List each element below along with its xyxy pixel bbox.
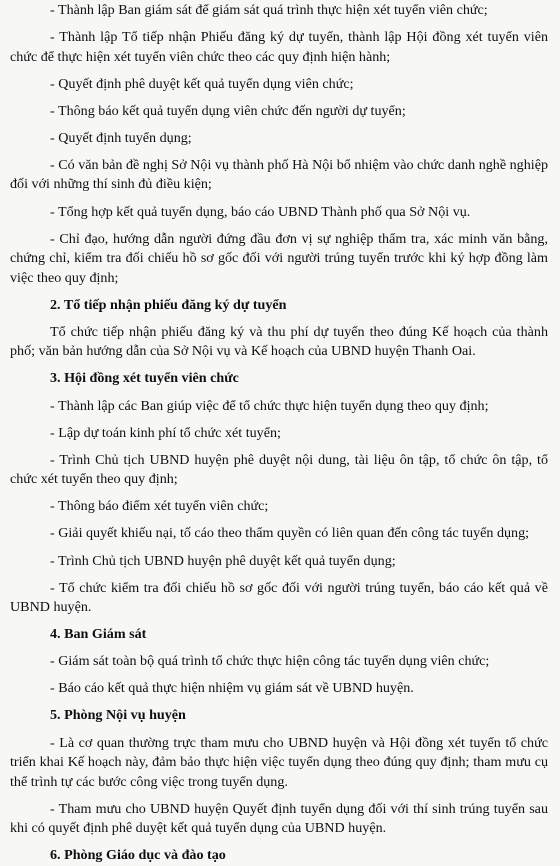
list-item: - Quyết định phê duyệt kết quả tuyển dụng viên chức; <box>50 75 354 92</box>
list-item: - Trình Chủ tịch UBND huyện phê duyệt kết quả tuyển dụng; <box>50 552 396 569</box>
list-item: - Là cơ quan thường trực tham mưu cho UBND huyện và Hội đồng xét tuyển tổ chức triển khai Kế hoạch này, đảm bảo thực hiện việc tuyển dụng theo đúng quy định; tham mưu cụ thể trình tự các bước công việc trong tuyển dụng. <box>10 734 548 790</box>
list-item: - Thông báo điểm xét tuyển viên chức; <box>50 498 269 515</box>
list-item: - Giám sát toàn bộ quá trình tổ chức thực hiện công tác tuyển dụng viên chức; <box>50 653 490 670</box>
section-heading: 5. Phòng Nội vụ huyện <box>50 707 186 724</box>
list-item: - Tổ chức kiểm tra đối chiếu hồ sơ gốc đối với người trúng tuyển, báo cáo kết quả về UBND huyện. <box>10 579 548 616</box>
list-item: - Thông báo kết quả tuyển dụng viên chức đến người dự tuyển; <box>50 102 406 119</box>
list-item: - Tham mưu cho UBND huyện Quyết định tuyển dụng đối với thí sinh trúng tuyển sau khi có quyết định phê duyệt kết quả tuyển dụng của UBND huyện. <box>10 800 548 837</box>
list-item: Tổ chức tiếp nhận phiếu đăng ký và thu phí dự tuyển theo đúng Kế hoạch của thành phố; văn bản hướng dẫn của Sở Nội vụ và Kế hoạch của UBND huyện Thanh Oai. <box>10 323 548 360</box>
list-item: - Thành lập Tổ tiếp nhận Phiếu đăng ký dự tuyển, thành lập Hội đồng xét tuyển viên chức để thực hiện xét tuyển viên chức theo các quy định hiện hành; <box>10 29 548 65</box>
list-item: - Thành lập các Ban giúp việc để tổ chức thực hiện tuyển dụng theo quy định; <box>50 397 489 414</box>
list-item: - Chỉ đạo, hướng dẫn người đứng đầu đơn vị sự nghiệp thẩm tra, xác minh văn bằng, chứng chỉ, kiểm tra đối chiếu hồ sơ gốc đối với người trúng tuyển trước khi ký hợp đồng làm việc theo quy định; <box>10 230 548 286</box>
list-item: - Thành lập Ban giám sát để giám sát quá trình thực hiện xét tuyển viên chức; <box>50 2 488 18</box>
list-item: - Trình Chủ tịch UBND huyện phê duyệt nội dung, tài liệu ôn tập, tổ chức ôn tập, tổ chức xét tuyển theo quy định; <box>10 451 548 488</box>
list-item: - Lập dự toán kinh phí tổ chức xét tuyển; <box>50 424 281 441</box>
list-item: - Báo cáo kết quả thực hiện nhiệm vụ giám sát về UBND huyện. <box>50 680 414 697</box>
section-heading: 6. Phòng Giáo dục và đào tạo <box>50 847 226 864</box>
list-item: - Tổng hợp kết quả tuyển dụng, báo cáo UBND Thành phố qua Sở Nội vụ. <box>50 203 471 220</box>
section-heading: 2. Tổ tiếp nhận phiếu đăng ký dự tuyển <box>50 296 287 313</box>
section-heading: 3. Hội đồng xét tuyển viên chức <box>50 370 239 387</box>
list-item: - Giải quyết khiếu nại, tố cáo theo thẩm quyền có liên quan đến công tác tuyển dụng; <box>50 525 530 542</box>
section-heading: 4. Ban Giám sát <box>50 626 147 643</box>
list-item: - Quyết định tuyển dụng; <box>50 129 192 146</box>
list-item: - Có văn bản đề nghị Sở Nội vụ thành phố Hà Nội bổ nhiệm vào chức danh nghề nghiệp đối với những thí sinh đủ điều kiện; <box>10 156 548 193</box>
